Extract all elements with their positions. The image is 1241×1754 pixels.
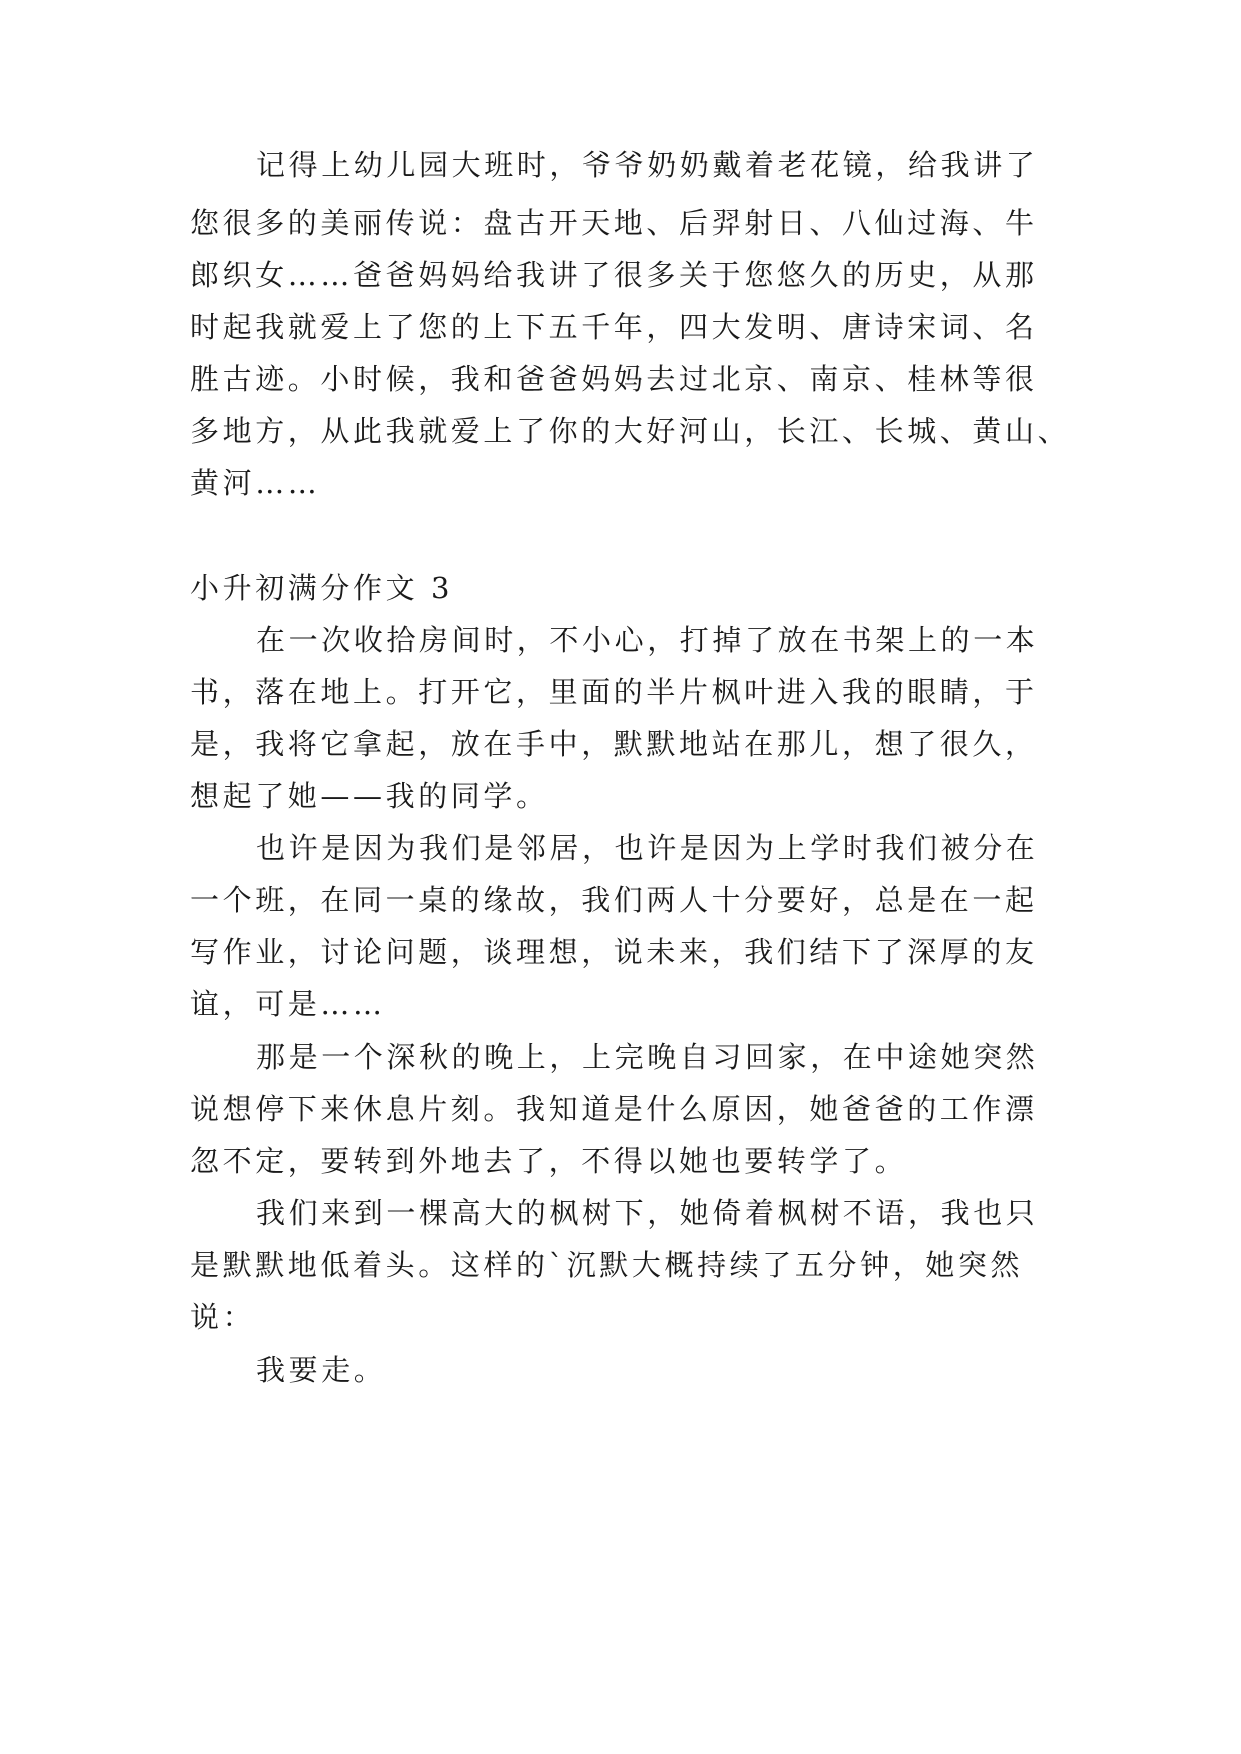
text-line: 您很多的美丽传说：盘古开天地、后羿射日、八仙过海、牛 — [190, 206, 1038, 240]
text-line: 我要走。 — [256, 1353, 387, 1387]
text-line: 忽不定，要转到外地去了，不得以她也要转学了。 — [190, 1144, 908, 1178]
text-line: 写作业，讨论问题，谈理想，说未来，我们结下了深厚的友 — [190, 935, 1038, 969]
section-heading: 小升初满分作文 3 — [190, 571, 454, 605]
text-line: 我们来到一棵高大的枫树下，她倚着枫树不语，我也只 — [256, 1196, 1039, 1230]
text-line: 那是一个深秋的晚上，上完晚自习回家，在中途她突然 — [256, 1040, 1039, 1074]
text-line: 在一次收拾房间时，不小心，打掉了放在书架上的一本 — [256, 623, 1039, 657]
text-line: 记得上幼儿园大班时，爷爷奶奶戴着老花镜，给我讲了 — [256, 148, 1039, 182]
text-line: 书，落在地上。打开它，里面的半片枫叶进入我的眼睛，于 — [190, 675, 1038, 709]
text-line: 黄河…… — [190, 466, 321, 500]
text-line: 是，我将它拿起，放在手中，默默地站在那儿，想了很久， — [190, 727, 1038, 761]
text-line: 说想停下来休息片刻。我知道是什么原因，她爸爸的工作漂 — [190, 1092, 1038, 1126]
text-line: 想起了她——我的同学。 — [190, 779, 549, 813]
text-line: 是默默地低着头。这样的`沉默大概持续了五分钟，她突然 — [190, 1248, 1024, 1282]
text-line: 谊，可是…… — [190, 987, 386, 1021]
text-line: 说： — [190, 1300, 256, 1334]
text-line: 多地方，从此我就爱上了你的大好河山，长江、长城、黄山、 — [190, 414, 1071, 448]
text-line: 一个班，在同一桌的缘故，我们两人十分要好，总是在一起 — [190, 883, 1038, 917]
text-line: 时起我就爱上了您的上下五千年，四大发明、唐诗宋词、名 — [190, 310, 1038, 344]
text-line: 也许是因为我们是邻居，也许是因为上学时我们被分在 — [256, 831, 1039, 865]
text-line: 胜古迹。小时候，我和爸爸妈妈去过北京、南京、桂林等很 — [190, 362, 1038, 396]
text-line: 郎织女……爸爸妈妈给我讲了很多关于您悠久的历史，从那 — [190, 258, 1038, 292]
